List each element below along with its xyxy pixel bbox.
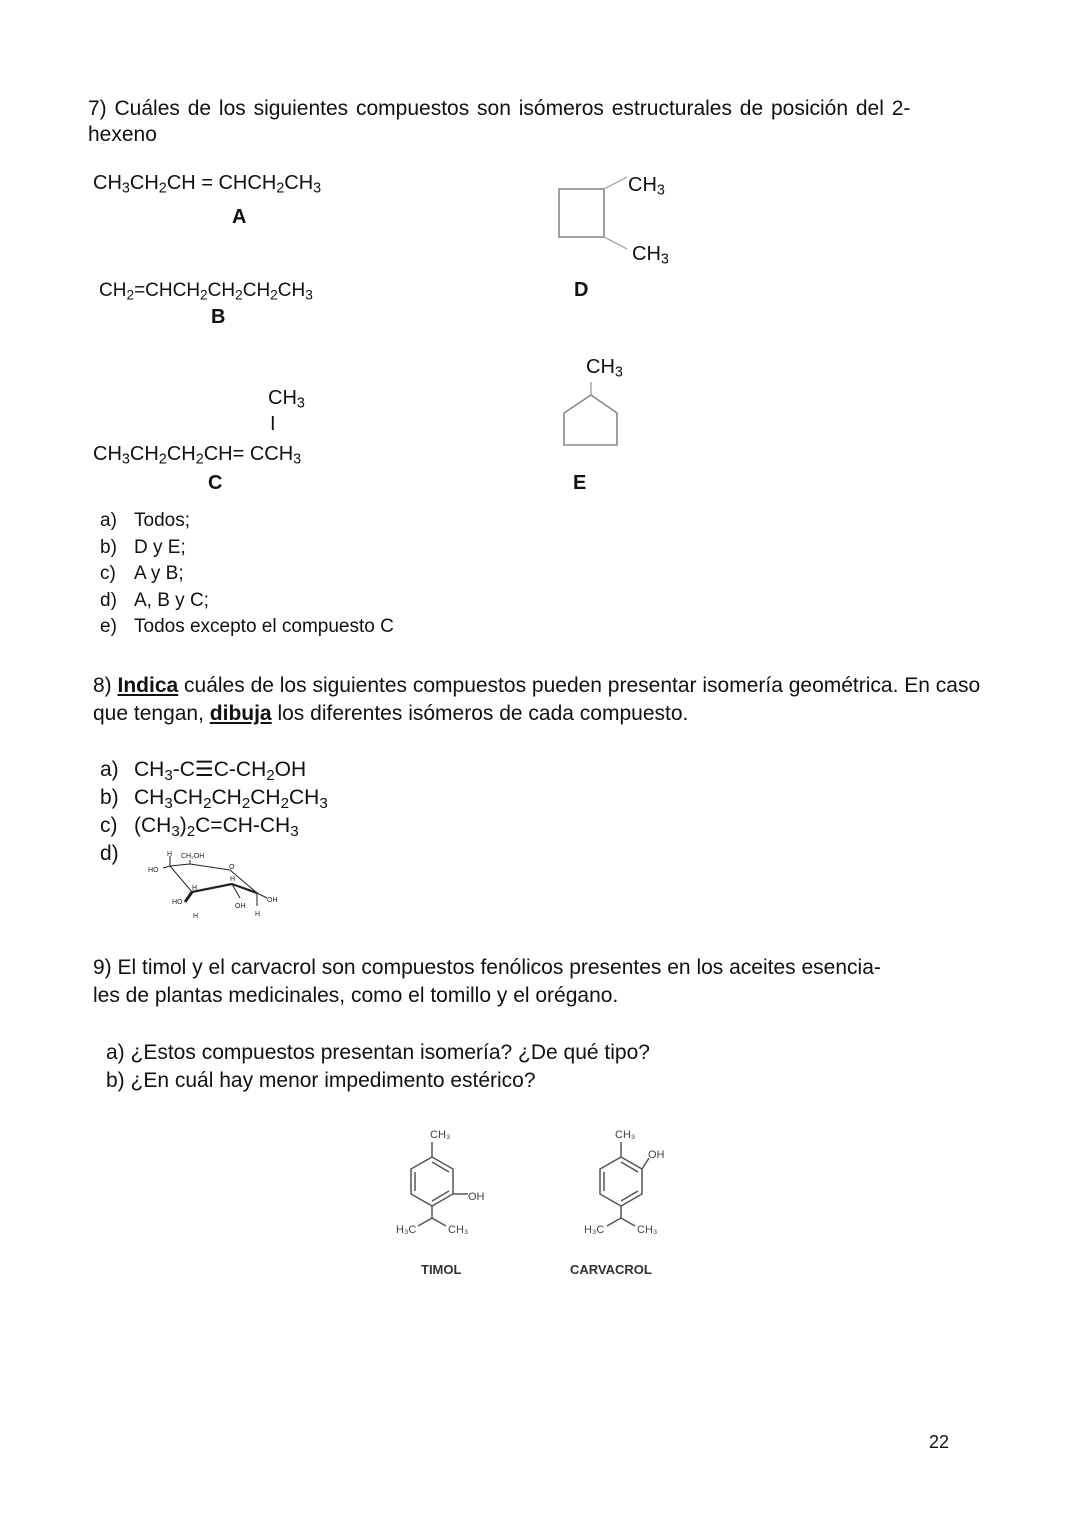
compound-d-methyl-top: $CH_3$ — [628, 174, 665, 199]
q7-option-a[interactable]: a) Todos; — [100, 510, 190, 531]
benzene-ring — [411, 1157, 453, 1206]
q9-item-a: a) ¿Estos compuestos presentan isomería? ¿De qué tipo? — [106, 1041, 650, 1064]
q9-statement — [93, 954, 993, 1010]
compound-c-branch: $CH_3$ — [268, 387, 305, 412]
ring-bond-wedge — [185, 892, 192, 902]
compound-d-structure — [550, 170, 700, 310]
aromatic-bond — [621, 1191, 638, 1201]
svg-text:CH₃: CH₃ — [637, 1224, 658, 1236]
ring-bond — [232, 884, 257, 893]
aromatic-bond — [432, 1191, 449, 1201]
timol-structure — [390, 1122, 510, 1242]
triple-bond-glyph: ☰ — [194, 758, 214, 781]
isopropyl-bond — [621, 1218, 635, 1226]
compound-c-bond: I — [270, 413, 276, 435]
benzene-ring — [600, 1157, 642, 1206]
q9-item-b: b) ¿En cuál hay menor impedimento estérico? — [106, 1069, 536, 1092]
q8-verb-dibuja: dibuja — [209, 702, 272, 725]
compound-e-label: E — [573, 472, 587, 494]
svg-text:O: O — [229, 864, 235, 871]
compound-e-methyl: $CH_3$ — [586, 356, 623, 381]
q8-line2: que tengan, dibuja los diferentes isómeros de cada compuesto. — [93, 702, 689, 725]
compound-b-label: B — [211, 306, 226, 328]
q8-verb-indica: Indica — [117, 674, 179, 697]
methyl-bond-bottom — [604, 237, 627, 249]
isopropyl-bond — [432, 1218, 446, 1226]
q9-line1: 9) El timol y el carvacrol son compuestos fenólicos presentes en los aceites esencia- — [93, 956, 881, 979]
page-number: 22 — [929, 1432, 950, 1452]
ring-bond — [190, 864, 230, 870]
carvacrol-structure — [575, 1122, 695, 1242]
q8-statement — [93, 672, 1053, 728]
compound-d-label: D — [574, 279, 589, 301]
timol-name: TIMOL — [421, 1262, 462, 1277]
svg-text:H: H — [230, 876, 236, 883]
compound-b-formula: $CH_2=CHCH_2CH_2CH_2CH_3$ — [99, 280, 313, 303]
q7-options — [100, 508, 394, 641]
ho-bond — [163, 866, 170, 868]
q8-item-a: a) $CH_3-C☰C-CH_2OH$ — [100, 758, 307, 784]
svg-text:HO: HO — [148, 867, 159, 874]
compound-a-formula: $CH_3CH_2CH$ = $CHCH_2CH_3$ — [93, 172, 322, 197]
svg-text:CH₃: CH₃ — [615, 1129, 636, 1141]
cyclobutane-ring — [559, 189, 604, 237]
ring-bond — [170, 866, 192, 892]
q9-items — [106, 1039, 650, 1095]
svg-text:CH₃: CH₃ — [448, 1224, 469, 1236]
q7-option-b[interactable]: b) D y E; — [100, 536, 186, 558]
q8-item-d: d) — [100, 842, 119, 865]
svg-text:H: H — [193, 913, 199, 920]
svg-text:CH₂OH: CH₂OH — [181, 853, 205, 860]
compound-c-formula: $CH_3CH_2CH_2CH= CCH_3$ — [93, 443, 302, 468]
svg-text:CH₃: CH₃ — [430, 1129, 451, 1141]
svg-text:H₃C: H₃C — [584, 1224, 605, 1236]
aromatic-bond — [621, 1162, 638, 1172]
compound-d-methyl-bottom: $CH_3$ — [632, 243, 669, 268]
isopropyl-bond — [418, 1218, 432, 1226]
q7-option-c[interactable]: c) A y B; — [100, 563, 184, 584]
svg-text:OH: OH — [468, 1191, 485, 1203]
svg-text:H₃C: H₃C — [396, 1224, 417, 1236]
svg-text:HO: HO — [172, 899, 183, 906]
q8-item-c: c) $(CH_3)_2C=CH-CH_3$ — [100, 814, 299, 840]
compound-a-label: A — [232, 206, 247, 228]
q7-option-e[interactable]: e) Todos excepto el compuesto C — [100, 616, 394, 637]
methyl-bond-top — [604, 177, 627, 189]
compound-e-structure — [555, 380, 630, 455]
q7-title-line2: hexeno — [88, 123, 157, 146]
q7-title — [88, 96, 968, 148]
q7-title-line1: 7) Cuáles de los siguientes compuestos son isómeros estructurales de posición del 2- — [88, 97, 911, 120]
svg-text:H: H — [192, 885, 198, 892]
q8-line1: 8) Indica cuáles de los siguientes compuestos pueden presentar isomería geométrica. En caso — [93, 674, 981, 697]
oh-bond — [257, 893, 267, 898]
aromatic-bond — [432, 1162, 449, 1172]
svg-text:H: H — [167, 851, 173, 858]
q8-item-b: b) $CH_3CH_2CH_2CH_2CH_3$ — [100, 786, 328, 812]
svg-text:H: H — [255, 911, 261, 918]
q9-line2: les de plantas medicinales, como el tomillo y el orégano. — [93, 984, 619, 1007]
svg-text:OH: OH — [648, 1149, 665, 1161]
carvacrol-name: CARVACROL — [570, 1262, 652, 1277]
svg-text:OH: OH — [267, 897, 278, 904]
q7-option-d[interactable]: d) A, B y C; — [100, 589, 209, 611]
svg-text:OH: OH — [235, 903, 246, 910]
ring-bond — [192, 884, 232, 892]
compound-c-label: C — [208, 472, 223, 494]
cyclopentane-ring — [564, 395, 617, 445]
glucose-chair-structure — [145, 848, 295, 923]
ring-bond — [170, 864, 190, 866]
isopropyl-bond — [607, 1218, 621, 1226]
